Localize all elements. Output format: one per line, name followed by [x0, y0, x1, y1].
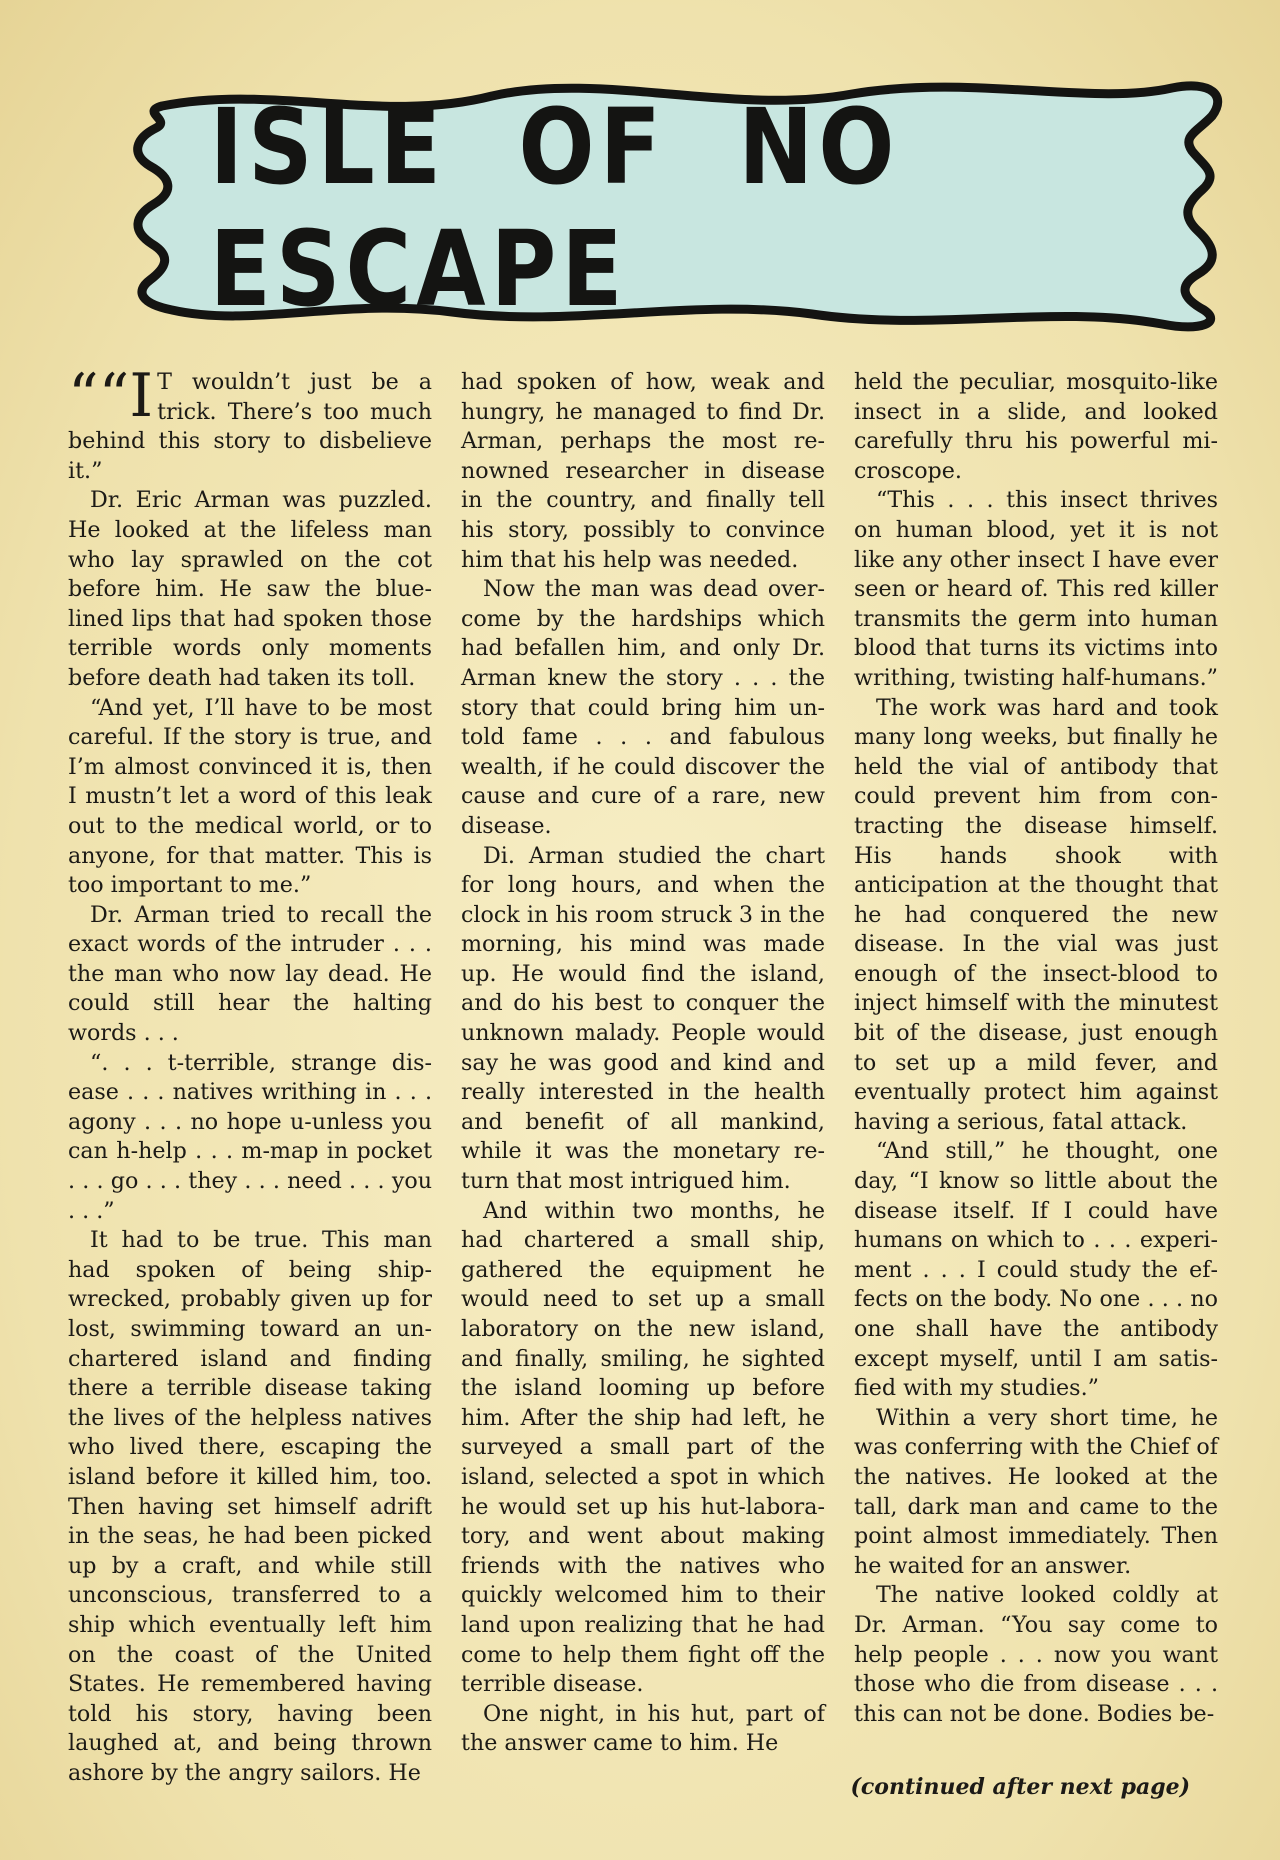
paragraph: “And yet, I’ll have to be most careful. If the story is true, and I’m almost convinced it is, then I mustn’t let a word of this leak out to the medical world, or to anyone, for that matter. This is too important to me.” [68, 694, 432, 899]
paragraph: ““I T wouldn’t just be a trick. There’s too much behind this story to disbelieve it.” [68, 361, 432, 484]
paragraph: Now the man was dead overcome by the hardships which had befallen him, and only Dr. Arman knew the story . . . the story that could bring him untold fame . . . and fabulous wealth, if he could discover the cause and cure of a rare, new disease. [461, 576, 825, 839]
drop-cap: ““I [68, 361, 154, 431]
paragraph: had spoken of how, weak and hungry, he managed to find Dr. Arman, perhaps the most renowned researcher in disease in the country, and finally tell his story, possibly to convince him that his help was needed. [461, 369, 825, 573]
paragraph: “This . . . this insect thrives on human blood, yet it is not like any other insect I have ever seen or heard of. This red killer transmits the germ into human blood that turns its victims into writhing, twisting half-humans.” [854, 487, 1218, 691]
column-1 [68, 361, 432, 1789]
column-2 [461, 368, 825, 1789]
story-title: ISLE OF NO ESCAPE [209, 86, 900, 330]
paragraph: held the peculiar, mosquito-like insect in a slide, and looked carefully thru his powerful microscope. [854, 369, 1218, 484]
continued-note: (continued after next page) [850, 1774, 1190, 1800]
paragraph: Within a very short time, he was conferring with the Chief of the natives. He looked at the tall, dark man and came to the point almost immediately. Then he waited for an answer. [854, 1404, 1218, 1579]
paragraph: “. . . t-terrible, strange disease . . . natives writhing in . . . agony . . . no hope u-unless you can h-help . . . m-map in pocket . . . go . . . they . . . need . . . you . . .” [68, 1049, 432, 1224]
paragraph: The work was hard and took many long weeks, but finally he held the vial of antibody that could prevent him from contracting the disease himself. His hands shook with anticipation at the thought that he had conquered the new disease. In the vial was just enough of the insect-blood to inject himself with the minutest bit of the disease, just enough to set up a mild fever, and eventually protect him against having a serious, fatal attack. [854, 694, 1218, 1135]
paragraph: It had to be true. This man had spoken of being shipwrecked, probably given up for lost, swimming toward an unchartered island and finding there a terrible disease taking the lives of the helpless natives who lived there, escaping the island before it killed him, too. Then having set himself adrift in the seas, he had been picked up by a craft, and while still unconscious, transferred to a ship which eventually left him on the coast of the United States. He remembered having told his story, having been laughed at, and being thrown ashore by the angry sailors. He [68, 1227, 432, 1786]
paragraph: And within two months, he had chartered a small ship, gathered the equipment he would need to set up a small laboratory on the new island, and finally, smiling, he sighted the island looming up before him. After the ship had left, he surveyed a small part of the island, selected a spot in which he would set up his hut-laboratory, and went about making friends with the natives who quickly welcomed him to their land upon realizing that he had come to help them fight off the terrible disease. [461, 1197, 825, 1698]
paragraph: Dr. Arman tried to recall the exact words of the intruder . . . the man who now lay dead. He could still hear the halting words . . . [68, 901, 432, 1047]
column-3 [854, 368, 1218, 1789]
paragraph: Di. Arman studied the chart for long hours, and when the clock in his room struck 3 in the morning, his mind was made up. He would find the island, and do his best to conquer the unknown malady. People would say he was good and kind and really interested in the health and benefit of all mankind, while it was the monetary return that most intrigued him. [461, 842, 825, 1195]
text-columns [68, 361, 1218, 1789]
title-banner [132, 66, 1242, 336]
paragraph: “And still,” he thought, one day, “I know so little about the disease itself. If I could have humans on which to . . . experiment . . . I could study the effects on the body. No one . . . no one shall have the antibody except myself, until I am satisfied with my studies.” [854, 1138, 1218, 1402]
paragraph: The native looked coldly at Dr. Arman. “You say come to help people . . . now you want those who die from disease . . . this can not be done. Bodies be- [854, 1582, 1218, 1727]
paragraph: Dr. Eric Arman was puzzled. He looked at the lifeless man who lay sprawled on the cot before him. He saw the blue-lined lips that had spoken those terrible words only moments before death had taken its toll. [68, 487, 432, 691]
paragraph: One night, in his hut, part of the answer came to him. He [461, 1700, 825, 1757]
